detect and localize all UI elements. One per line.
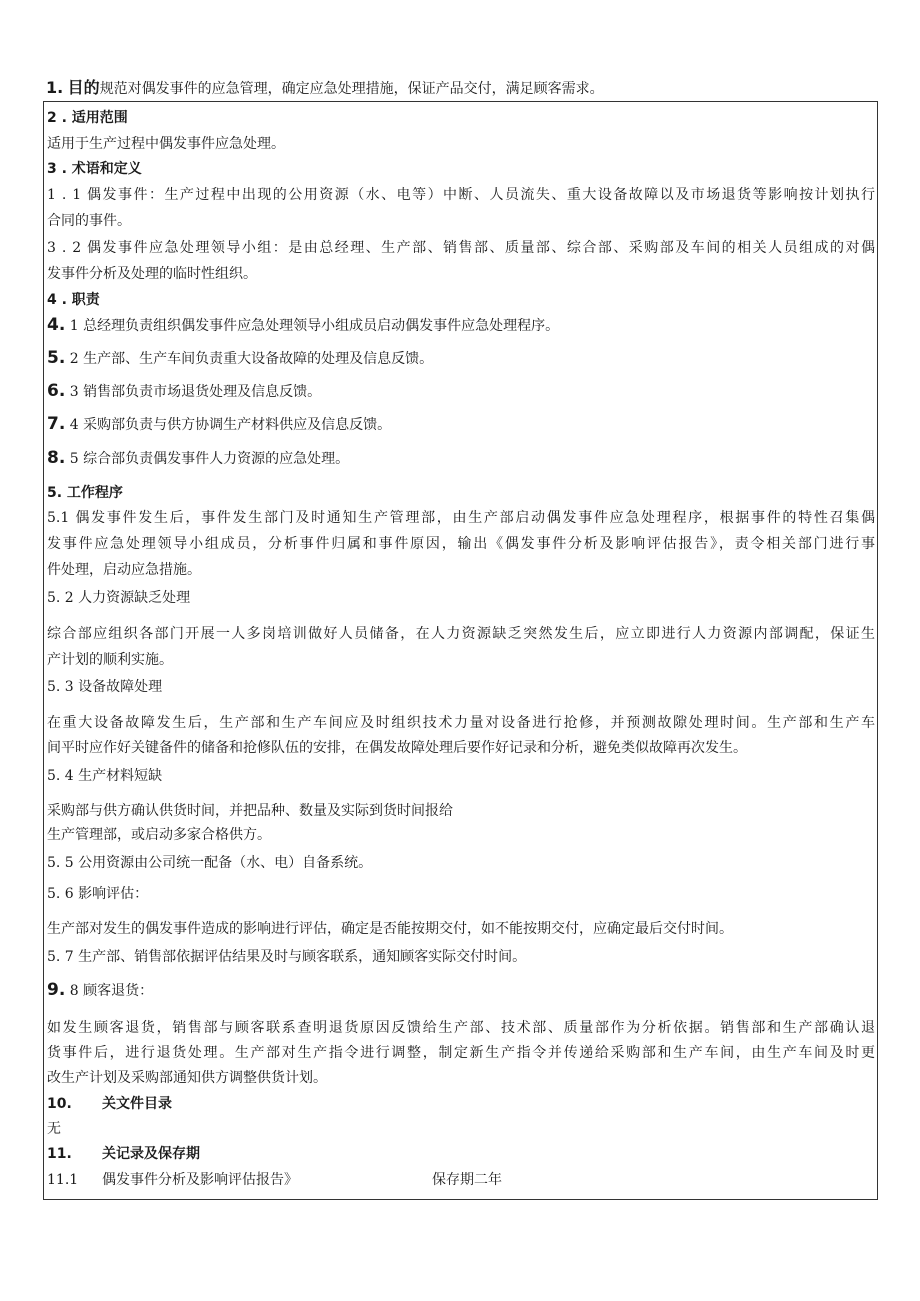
- definition-1-line-2: 合同的事件。: [47, 213, 131, 229]
- duty-number: 7.: [47, 414, 66, 434]
- procedure-5-heading: 5. 5 公用资源由公司统一配备（水、电）自备系统。: [47, 855, 373, 871]
- section-10-label: 关文件目录: [102, 1096, 172, 1112]
- record-row: [47, 1170, 502, 1190]
- section-5-title: 5. 工作程序: [47, 485, 123, 501]
- procedure-8-line-1: 如发生顾客退货，销售部与顾客联系查明退货原因反馈给生产部、技术部、质量部作为分析依据。销售部和生产部确认退: [47, 1020, 875, 1036]
- duty-number: 8.: [47, 448, 66, 468]
- section-10-number: 10.: [47, 1096, 72, 1112]
- section-11-number: 11.: [47, 1146, 72, 1162]
- section-11-title: [47, 1144, 200, 1164]
- procedure-7-heading: 5. 7 生产部、销售部依据评估结果及时与顾客联系，通知顾客实际交付时间。: [47, 949, 527, 965]
- procedure-3-line-1: 在重大设备故障发生后，生产部和生产车间应及时组织技术力量对设备进行抢修，并预测故隙处理时间。生产部和生产车: [47, 715, 875, 731]
- procedure-3-heading: 5. 3 设备故障处理: [47, 679, 163, 695]
- duty-item: [47, 448, 349, 469]
- record-name: 偶发事件分析及影响评估报告》: [102, 1172, 298, 1188]
- duty-number: 4.: [47, 315, 66, 335]
- section-10-title: [47, 1094, 172, 1114]
- section-2-text: 适用于生产过程中偶发事件应急处理。: [47, 136, 285, 152]
- definition-1-line-1: 1 . 1 偶发事件：生产过程中出现的公用资源（水、电等）中断、人员流失、重大设备故障以及市场退货等影响按计划执行: [47, 187, 875, 203]
- duty-number: 5.: [47, 348, 66, 368]
- procedure-1-line-3: 件处理，启动应急措施。: [47, 562, 201, 578]
- procedure-3-line-2: 间平时应作好关键备件的储备和抢修队伍的安排，在偶发故障处理后要作好记录和分析，避免类似故障再次发生。: [47, 740, 747, 756]
- duty-number: 6.: [47, 381, 66, 401]
- section-11-label: 关记录及保存期: [102, 1146, 200, 1162]
- record-period: 保存期二年: [432, 1172, 502, 1188]
- duty-item: [47, 315, 559, 336]
- definition-2-line-2: 发事件分析及处理的临时性组织。: [47, 266, 257, 282]
- duty-text: 4 采购部负责与供方协调生产材料供应及信息反馈。: [69, 417, 392, 433]
- section-1-purpose: [46, 78, 604, 99]
- procedure-6-text: 生产部对发生的偶发事件造成的影响进行评估，确定是否能按期交付，如不能按期交付，应确定最后交付时间。: [47, 921, 733, 937]
- duty-text: 5 综合部负责偶发事件人力资源的应急处理。: [69, 451, 350, 467]
- procedure-8-line-3: 改生产计划及采购部通知供方调整供货计划。: [47, 1070, 327, 1086]
- section-3-title: 3 . 术语和定义: [47, 161, 142, 177]
- document-body: [43, 101, 878, 1200]
- definition-2-line-1: 3 . 2 偶发事件应急处理领导小组：是由总经理、生产部、销售部、质量部、综合部、采购部及车间的相关人员组成的对偶: [47, 240, 875, 256]
- procedure-2-line-1: 综合部应组织各部门开展一人多岗培训做好人员储备，在人力资源缺乏突然发生后，应立即进行人力资源内部调配，保证生: [47, 626, 875, 642]
- procedure-8-heading: [47, 980, 153, 1001]
- duty-text: 1 总经理负责组织偶发事件应急处理领导小组成员启动偶发事件应急处理程序。: [69, 318, 560, 334]
- procedure-4-line-1: 采购部与供方确认供货时间，并把品种、数量及实际到货时间报给: [47, 803, 453, 819]
- procedure-6-heading: 5. 6 影响评估：: [47, 886, 149, 902]
- procedure-8-line-2: 货事件后，进行退货处理。生产部对生产指令进行调整，制定新生产指令并传递给采购部和生产车间，由生产车间及时更: [47, 1045, 875, 1061]
- procedure-8-number: 9.: [47, 980, 66, 1000]
- section-1-text: 规范对偶发事件的应急管理，确定应急处理措施，保证产品交付，满足顾客需求。: [99, 81, 604, 97]
- procedure-2-line-2: 产计划的顺利实施。: [47, 652, 173, 668]
- duty-text: 2 生产部、生产车间负责重大设备故障的处理及信息反馈。: [69, 351, 434, 367]
- section-1-title: 目的: [67, 78, 100, 97]
- procedure-4-line-2: 生产管理部，或启动多家合格供方。: [47, 827, 271, 843]
- procedure-1-line-1: 5.1 偶发事件发生后，事件发生部门及时通知生产管理部，由生产部启动偶发事件应急处理程序，根据事件的特性召集偶: [47, 510, 875, 526]
- duty-item: [47, 348, 433, 369]
- procedure-2-heading: 5. 2 人力资源缺乏处理: [47, 590, 191, 606]
- duty-text: 3 销售部负责市场退货处理及信息反馈。: [69, 384, 322, 400]
- procedure-8-title: 8 顾客退货：: [69, 983, 154, 999]
- procedure-4-heading: 5. 4 生产材料短缺: [47, 768, 163, 784]
- section-1-number: 1.: [46, 78, 64, 97]
- record-number: 11.1: [47, 1172, 79, 1188]
- section-4-title: 4 . 职责: [47, 292, 100, 308]
- section-10-text: 无: [47, 1121, 61, 1137]
- duty-item: [47, 381, 321, 402]
- procedure-1-line-2: 发事件应急处理领导小组成员，分析事件归属和事件原因，输出《偶发事件分析及影响评估报告》，责令相关部门进行事: [47, 536, 875, 552]
- section-2-title: 2 . 适用范围: [47, 110, 128, 126]
- duty-item: [47, 414, 391, 435]
